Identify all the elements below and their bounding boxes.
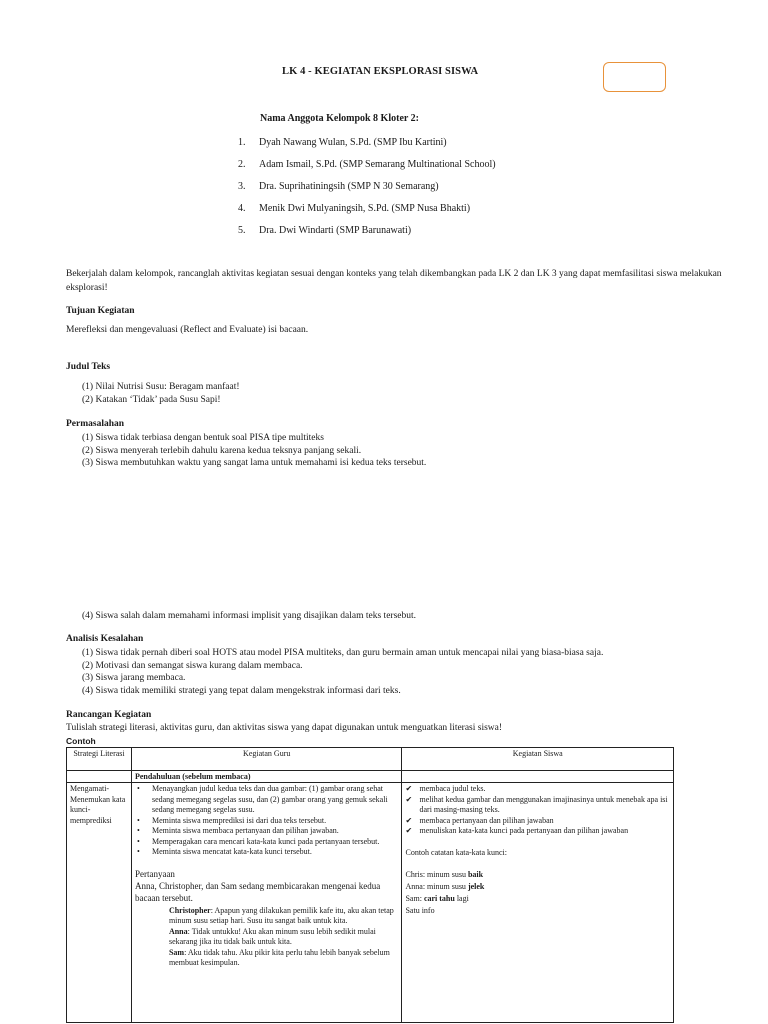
permasalahan-list [82,432,426,470]
check-icon: ✔ [405,815,413,825]
list-item: (3) Siswa jarang membaca. [82,673,186,683]
list-item: (1) Nilai Nutrisi Susu: Beragam manfaat! [82,382,240,392]
member-item: 3. Dra. Suprihatiningsih (SMP N 30 Semarang) [238,181,439,192]
analisis-heading: Analisis Kesalahan [66,634,144,644]
member-item: 4. Menik Dwi Mulyaningsih, S.Pd. (SMP Nusa Bhakti) [238,203,471,214]
judul-list [82,381,240,406]
list-item: (1) Siswa tidak terbiasa dengan bentuk soal PISA tipe multiteks [82,433,324,443]
question-block [135,868,399,904]
bullet-icon: • [136,847,140,856]
guru-list [135,784,399,858]
bullet-icon: • [136,836,140,846]
dialog-line: Sam: Aku tidak tahu. Aku pikir kita perlu tahu lebih banyak sebelum membuat kesimpulan. [168,947,390,967]
list-item: • Memperagakan cara mencari kata-kata kunci pada pertanyaan tersebut. [136,836,380,846]
notes-label: Contoh catatan kata-kata kunci: [405,847,507,857]
header-siswa: Kegiatan Siswa [402,748,674,771]
list-item: ✔ membaca pertanyaan dan pilihan jawaban [405,815,554,825]
note-line: Satu info [405,905,435,915]
list-item: ✔ menuliskan kata-kata kunci pada pertanyaan dan pilihan jawaban [405,826,629,835]
list-item: ✔ membaca judul teks. [405,784,486,793]
header-guru: Kegiatan Guru [131,748,402,771]
table-header-row [67,748,674,771]
list-item: • Meminta siswa mencatat kata-kata kunci tersebut. [136,847,312,856]
list-item: (3) Siswa membutuhkan waktu yang sangat lama untuk memahami isi kedua teks tersebut. [82,458,427,468]
judul-heading: Judul Teks [66,362,111,372]
dialog-line: Anna: Tidak untukku! Aku akan minum susu lebih sedikit mulai sekarang jika itu tidak baik untuk kita. [168,926,376,946]
member-item: 5. Dra. Dwi Windarti (SMP Barunawati) [238,225,412,236]
contoh-label: Contoh [66,736,96,746]
table-row [67,783,674,1023]
list-item: (1) Siswa tidak pernah diberi soal HOTS atau model PISA multiteks, dan guru bermain aman untuk mencapai nilai yang biasa-biasa saja. [82,648,604,658]
permasalahan-heading: Permasalahan [66,419,125,429]
activity-table [66,747,674,1023]
members-list [238,137,496,247]
rancangan-heading: Rancangan Kegiatan [66,710,152,720]
permasalahan-item-4: (4) Siswa salah dalam memahami informasi implisit yang disajikan dalam teks tersebut. [82,611,417,621]
list-item: ✔ melihat kedua gambar dan menggunakan imajinasinya untuk menebak apa isi dari masing-masing teks. [405,794,668,814]
check-icon: ✔ [405,784,413,793]
list-item: (2) Siswa menyerah terlebih dahulu karena kedua teksnya panjang sekali. [82,445,362,456]
page-title: LK 4 - KEGIATAN EKSPLORASI SISWA [282,66,479,77]
orange-frame-box [603,62,666,92]
check-icon: ✔ [405,826,413,835]
member-item: 2. Adam Ismail, S.Pd. (SMP Semarang Multinational School) [238,159,496,170]
bullet-icon: • [136,784,140,793]
list-item: • Meminta siswa memprediksi isi dari dua teks tersebut. [136,815,327,825]
section-label: Pendahuluan (sebelum membaca) [131,771,402,783]
table-section-row [67,771,674,783]
strategy-text: Mengamati-Menemukan kata kunci-memprediksi [70,784,126,825]
header-strategi: Strategi Literasi [67,748,132,771]
bullet-icon: • [136,815,140,825]
list-item: • Meminta siswa membaca pertanyaan dan pilihan jawaban. [136,826,339,835]
list-item: (4) Siswa tidak memiliki strategi yang tepat dalam mengekstrak informasi dari teks. [82,685,401,696]
dialog-block [169,906,399,969]
tujuan-heading: Tujuan Kegiatan [66,306,135,316]
members-heading: Nama Anggota Kelompok 8 Kloter 2: [260,113,419,124]
rancangan-text: Tulislah strategi literasi, aktivitas guru, dan aktivitas siswa yang dapat digunakan untuk menguatkan literasi siswa! [66,723,503,733]
tujuan-text: Merefleksi dan mengevaluasi (Reflect and Evaluate) isi bacaan. [66,325,309,335]
question-label: Pertanyaan [134,868,175,879]
list-item: • Menayangkan judul kedua teks dan dua gambar: (1) gambar orang sehat sedang memegang segelas susu, dan (2) gambar orang yang gemuk sekali sedang memegang segelas susu. [136,784,388,814]
list-item: (2) Katakan ‘Tidak’ pada Susu Sapi! [82,394,221,405]
question-text: Anna, Christopher, dan Sam sedang membicarakan mengenai kedua bacaan tersebut. [134,880,381,903]
note-line: Anna: minum susu jelek [405,881,485,891]
keyword-notes [405,847,670,917]
note-line: Chris: minum susu baik [405,869,484,879]
dialog-line: Christopher: Apapun yang dilakukan pemilik kafe itu, aku akan tetap minum susu setiap hari. Susu itu sangat baik untuk kita. [168,905,394,925]
bullet-icon: • [136,826,140,835]
siswa-list [405,784,670,837]
note-line: Sam: cari tahu lagi [405,893,469,903]
check-icon: ✔ [405,794,413,804]
member-item: 1. Dyah Nawang Wulan, S.Pd. (SMP Ibu Kartini) [238,137,447,148]
analisis-list [82,647,603,697]
intro-paragraph: Bekerjalah dalam kelompok, rancanglah aktivitas kegiatan sesuai dengan konteks yang telah dikembangkan pada LK 2 dan LK 3 yang dapat memfasilitasi siswa melakukan eksplorasi! [66,269,722,293]
list-item: (2) Motivasi dan semangat siswa kurang dalam membaca. [82,660,303,671]
